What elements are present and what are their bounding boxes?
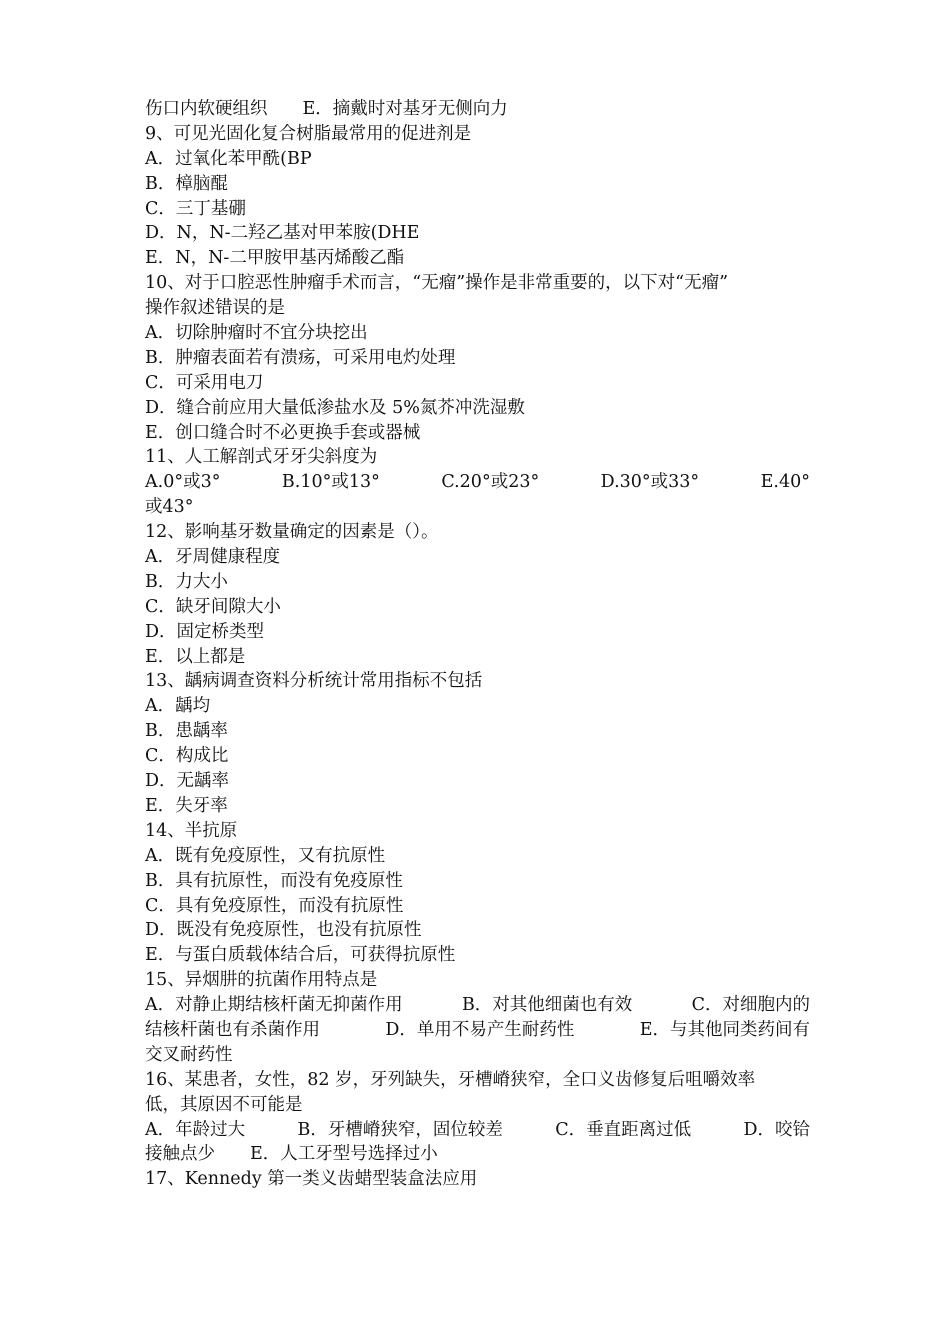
text-line: 9、可见光固化复合树脂最常用的促进剂是 xyxy=(145,123,472,144)
text-line xyxy=(145,1018,810,1043)
text-line: 10、对于口腔恶性肿瘤手术而言，“无瘤”操作是非常重要的，以下对“无瘤” xyxy=(145,273,729,294)
text-line: B．患龋率 xyxy=(145,721,228,742)
text-line: C．可采用电刀 xyxy=(145,372,264,393)
option-text: E．与其他同类药间有 xyxy=(639,1019,810,1040)
text-line: C．三丁基硼 xyxy=(145,198,246,219)
option-text: D．单用不易产生耐药性 xyxy=(385,1019,575,1040)
text-line: E．失牙率 xyxy=(145,795,228,816)
text-line: E．以上都是 xyxy=(145,646,246,667)
option-text: 结核杆菌也有杀菌作用 xyxy=(145,1019,320,1040)
text-line: 接触点少 E．人工牙型号选择过小 xyxy=(145,1144,438,1165)
text-line: D．固定桥类型 xyxy=(145,621,265,642)
text-line: A．切除肿瘤时不宜分块挖出 xyxy=(145,323,368,344)
text-line: A．牙周健康程度 xyxy=(145,547,281,568)
option-text: A．对静止期结核杆菌无抑菌作用 xyxy=(145,995,403,1016)
text-line: B．具有抗原性，而没有免疫原性 xyxy=(145,870,403,891)
text-line: A．过氧化苯甲酰(BP xyxy=(145,148,312,169)
text-line: D．既没有免疫原性，也没有抗原性 xyxy=(145,920,422,941)
text-line xyxy=(145,470,810,495)
text-line xyxy=(145,1118,810,1143)
text-line: E．N，N-二甲胺甲基丙烯酸乙酯 xyxy=(145,248,405,269)
text-line: 或43° xyxy=(145,497,194,518)
option-text: C．垂直距离过低 xyxy=(555,1119,692,1140)
option-text: E.40° xyxy=(760,472,810,493)
text-line: 13、龋病调查资料分析统计常用指标不包括 xyxy=(145,671,483,692)
option-text: B．对其他细菌也有效 xyxy=(461,995,633,1016)
text-line: D．无龋率 xyxy=(145,771,230,792)
text-line: B．肿瘤表面若有溃疡，可采用电灼处理 xyxy=(145,347,456,368)
text-line: 低，其原因不可能是 xyxy=(145,1094,303,1115)
text-line: D．缝合前应用大量低渗盐水及 5%氮芥冲洗湿敷 xyxy=(145,397,525,418)
text-line xyxy=(145,993,810,1018)
text-line: 交叉耐药性 xyxy=(145,1044,233,1065)
text-line: 操作叙述错误的是 xyxy=(145,298,285,319)
option-text: D.30°或33° xyxy=(600,472,700,493)
text-line: 11、人工解剖式牙牙尖斜度为 xyxy=(145,447,378,468)
text-line: C．具有免疫原性，而没有抗原性 xyxy=(145,895,404,916)
option-text: D．咬铪 xyxy=(743,1119,810,1140)
text-line: 17、Kennedy 第一类义齿蜡型装盒法应用 xyxy=(145,1169,478,1190)
option-text: C.20°或23° xyxy=(441,472,540,493)
text-line: D．N，N-二羟乙基对甲苯胺(DHE xyxy=(145,223,420,244)
option-text: A.0°或3° xyxy=(145,472,221,493)
option-text: B．牙槽嵴狭窄，固位较差 xyxy=(297,1119,503,1140)
text-line: C．缺牙间隙大小 xyxy=(145,596,281,617)
document-body xyxy=(145,97,810,1192)
text-line: E．与蛋白质载体结合后，可获得抗原性 xyxy=(145,945,456,966)
text-line: 14、半抗原 xyxy=(145,820,238,841)
option-text: C．对细胞内的 xyxy=(691,995,810,1016)
text-line: A．既有免疫原性，又有抗原性 xyxy=(145,845,386,866)
text-line: 16、某患者，女性，82 岁，牙列缺失，牙槽嵴狭窄，全口义齿修复后咀嚼效率 xyxy=(145,1069,756,1090)
option-text: B.10°或13° xyxy=(281,472,380,493)
text-line: 伤口内软硬组织 E．摘戴时对基牙无侧向力 xyxy=(145,99,508,119)
text-line: B．樟脑醌 xyxy=(145,173,228,194)
text-line: 12、影响基牙数量确定的因素是（）。 xyxy=(145,522,439,543)
text-line: E．创口缝合时不必更换手套或器械 xyxy=(145,422,421,443)
option-text: A．年龄过大 xyxy=(145,1119,246,1140)
text-line: A．龋均 xyxy=(145,696,211,717)
text-line: C．构成比 xyxy=(145,746,229,767)
text-line: B．力大小 xyxy=(145,571,228,592)
text-line: 15、异烟肼的抗菌作用特点是 xyxy=(145,970,378,991)
